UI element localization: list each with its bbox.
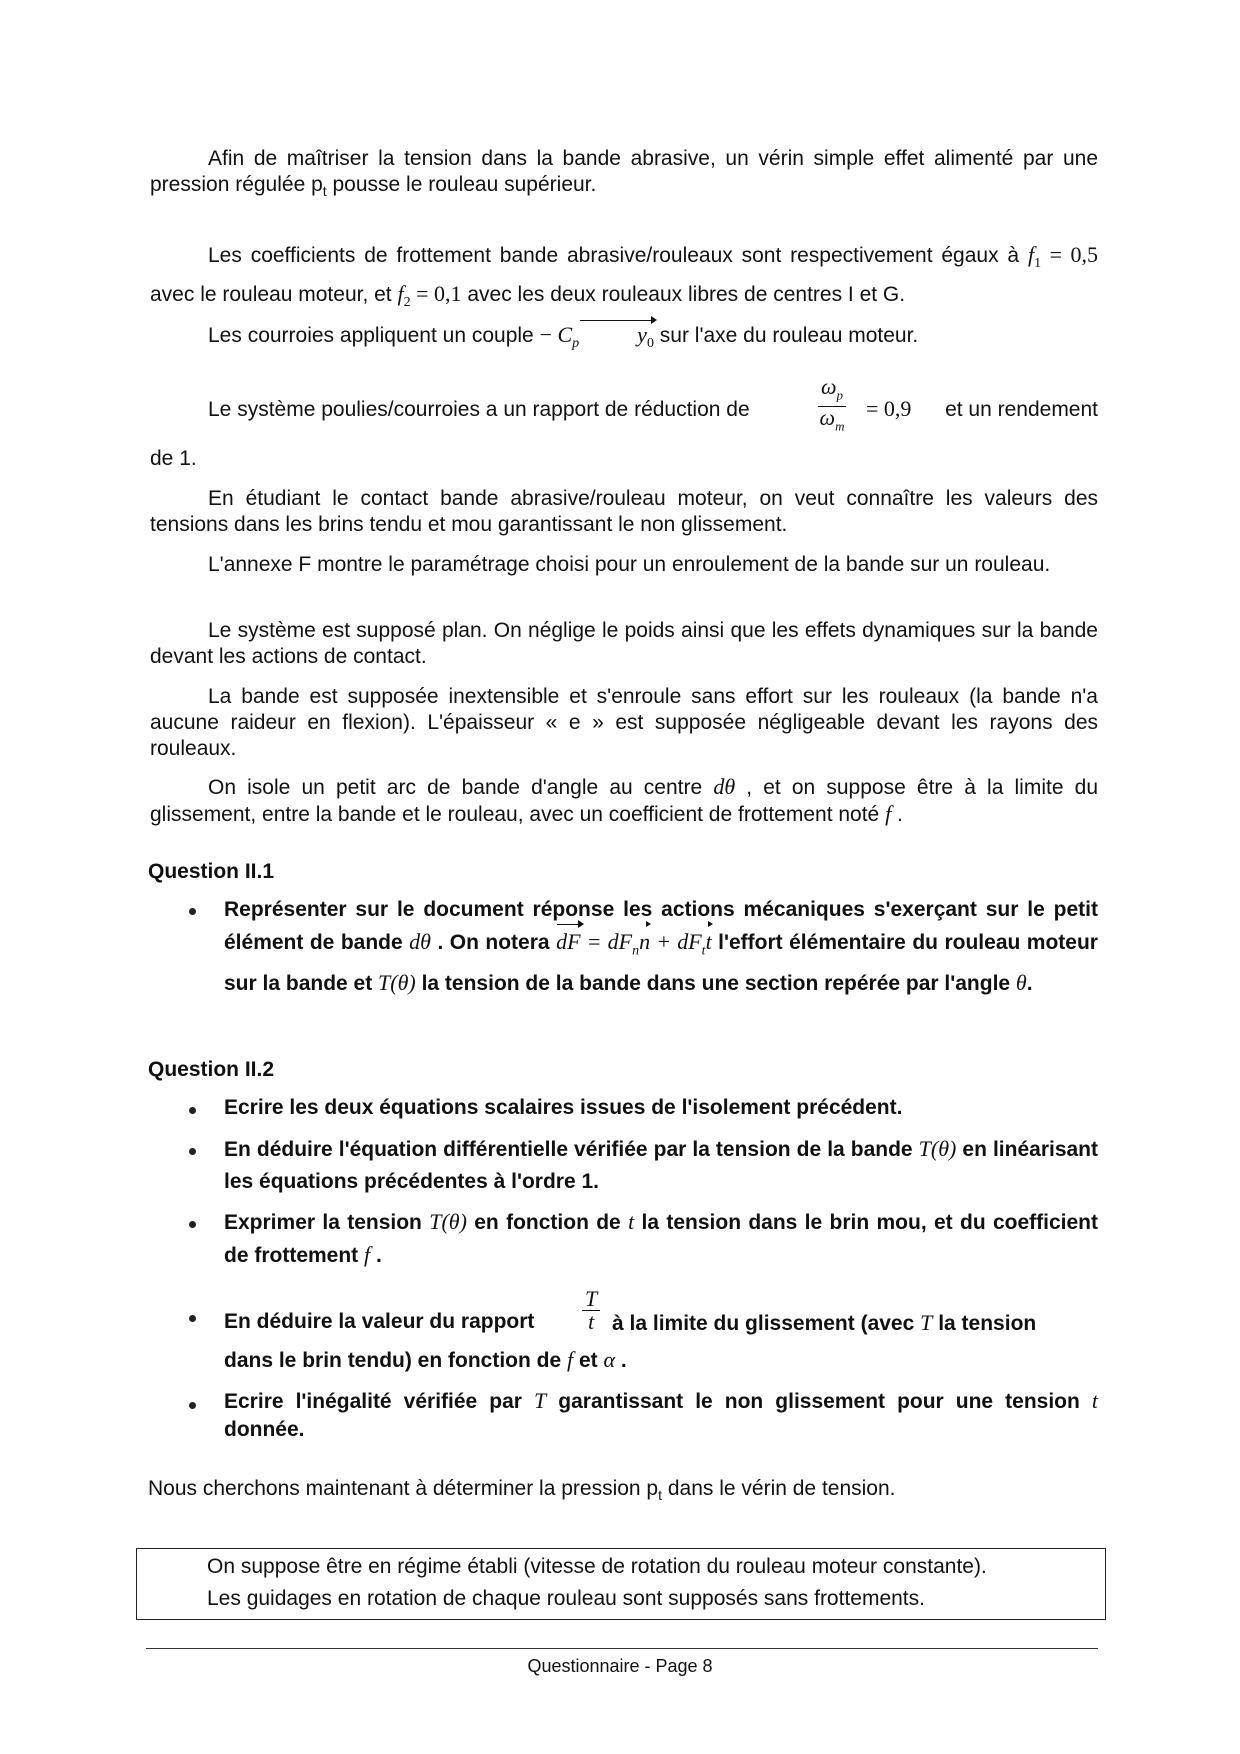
paragraph-inextensible: La bande est supposée inextensible et s'enroule sans effort sur les rouleaux (la bande n'a aucune raideur en flexion). L'épaisseur « e » est supposée négligeable devant les rayons des rouleaux. <box>150 685 1098 760</box>
bullet-icon <box>186 1104 200 1118</box>
math-t: t <box>1091 1388 1098 1413</box>
paragraph-reduction <box>150 376 1098 446</box>
subscript: p <box>572 336 580 352</box>
paragraph-annexe: L'annexe F montre le paramétrage choisi pour un enroulement de la bande sur un rouleau. <box>208 553 1051 576</box>
math-T: T <box>920 1310 933 1335</box>
math-value: = 0,9 <box>866 396 912 421</box>
math-value: = 0,5 <box>1041 242 1098 267</box>
math-theta: θ <box>1015 970 1027 996</box>
bullet-icon <box>186 905 200 919</box>
vector-t: t <box>706 926 712 958</box>
math-dtheta: dθ <box>713 774 736 799</box>
text-span: En déduire la valeur du rapport <box>224 1310 535 1333</box>
paragraph-couple <box>150 322 1098 357</box>
text-span: sur l'axe du rouleau moteur. <box>653 324 919 347</box>
question2-item-4-line1 <box>224 1288 1098 1348</box>
question2-item-4-line2 <box>224 1344 1098 1377</box>
math-part: = dF <box>580 929 633 954</box>
vector-n: n <box>639 926 650 958</box>
question2-item-1: Ecrire les deux équations scalaires issues de l'isolement précédent. <box>224 1096 903 1119</box>
math-y: y <box>637 322 647 347</box>
math-f2: f <box>397 281 404 307</box>
text-span: Les courroies appliquent un couple <box>208 324 540 347</box>
math-T: T <box>534 1388 547 1413</box>
fraction-T-over-t <box>582 1288 600 1333</box>
math-value: = 0,1 <box>410 281 462 307</box>
math-part: + dF <box>650 929 702 954</box>
text-span: la tension dans le brin mou, et du coefficient de frottement <box>224 1211 1099 1267</box>
bullet-icon <box>186 1218 200 1232</box>
text-span: pousse le rouleau supérieur. <box>326 173 597 196</box>
text-span: . <box>370 1244 382 1267</box>
text-span: En déduire l'équation différentielle vérifiée par la tension de la bande <box>224 1138 919 1161</box>
paragraph-pression <box>148 1476 1096 1508</box>
text-span <box>612 1310 1036 1336</box>
math-alpha: α <box>603 1347 616 1372</box>
text-span: en fonction de <box>466 1211 629 1234</box>
math-omega: ω <box>821 374 837 399</box>
paragraph-coefficients <box>150 240 1098 318</box>
subscript: 0 <box>646 336 654 352</box>
text-span: . <box>1026 972 1033 996</box>
fraction-numerator <box>818 376 846 407</box>
footer-divider <box>146 1648 1098 1649</box>
text-span: la tension de la bande dans une section repérée par l'angle <box>415 972 1016 996</box>
question2-item-3 <box>224 1206 1098 1272</box>
subscript: t <box>322 183 327 200</box>
fraction-numerator: T <box>582 1288 600 1311</box>
text-span: Afin de maîtriser la tension dans la bande abrasive, un vérin simple effet alimenté par une pression régulée p <box>150 147 1098 196</box>
math-T-theta: T(θ) <box>918 1136 957 1161</box>
text-span: et <box>573 1349 604 1372</box>
vector-dF: dF <box>556 926 580 958</box>
text-span: Représenter sur le document réponse les actions mécaniques s'exerçant sur le petit élément de bande <box>224 898 1098 954</box>
math-f: f <box>567 1347 574 1372</box>
question2-item-5 <box>224 1387 1098 1444</box>
text-span: garantissant le non glissement pour une tension <box>546 1390 1092 1413</box>
math-C: C <box>557 322 573 347</box>
text-span: . <box>891 803 903 826</box>
paragraph-isolement <box>150 774 1098 828</box>
math-T-theta: T(θ) <box>378 970 416 996</box>
paragraph-plan: Le système est supposé plan. On néglige le poids ainsi que les effets dynamiques sur la bande devant les actions de contact. <box>150 619 1098 668</box>
subscript: 1 <box>1034 256 1042 272</box>
vector-y0 <box>579 322 654 357</box>
question1-item <box>224 894 1098 1000</box>
hypothesis-line-2: Les guidages en rotation de chaque rouleau sont supposés sans frottements. <box>207 1587 925 1610</box>
math-f: f <box>364 1242 371 1267</box>
subscript: p <box>836 387 844 403</box>
text-span: la tension <box>932 1312 1037 1335</box>
math-dtheta: dθ <box>409 929 431 954</box>
text-span: dans le brin tendu) en fonction de <box>224 1349 568 1372</box>
text-span: avec le rouleau moteur, et <box>150 283 398 307</box>
text-span: Exprimer la tension <box>224 1211 430 1234</box>
question-title-2: Question II.2 <box>148 1058 275 1081</box>
text-span: Les coefficients de frottement bande abrasive/rouleaux sont respectivement égaux à <box>208 244 1020 267</box>
text-span: avec les deux rouleaux libres de centres I et G. <box>461 283 906 307</box>
text-span: donnée. <box>224 1418 305 1441</box>
text-span: . <box>615 1349 627 1372</box>
text-span: à la limite du glissement (avec <box>612 1312 921 1335</box>
text-span: l'effort élémentaire du rouleau moteur sur la bande et <box>224 931 1098 996</box>
math-T-theta: T(θ) <box>429 1209 467 1234</box>
question-title-1: Question II.1 <box>148 860 275 883</box>
hypothesis-line-1: On suppose être en régime établi (vitesse de rotation du rouleau moteur constante). <box>207 1555 987 1578</box>
text-span: , et on suppose être à la limite du glissement, entre la bande et le rouleau, avec un coefficient de frottement noté <box>150 776 1098 826</box>
subscript: n <box>632 943 640 959</box>
math-t: t <box>628 1209 635 1234</box>
question2-item-2 <box>224 1133 1098 1198</box>
paragraph-verin <box>150 146 1098 204</box>
subscript: 2 <box>403 295 411 311</box>
math-f1: f <box>1027 242 1035 267</box>
fraction-denominator <box>818 407 846 437</box>
text-span: . On notera <box>430 931 557 954</box>
text-span: Le système poulies/courroies a un rapport de réduction de <box>208 398 750 421</box>
page-footer: Questionnaire - Page 8 <box>527 1656 713 1676</box>
paragraph-rendement-end: de 1. <box>150 447 197 470</box>
subscript: t <box>701 943 706 959</box>
text-span: Ecrire l'inégalité vérifiée par <box>224 1390 534 1413</box>
bullet-icon <box>186 1399 200 1413</box>
text-span: On isole un petit arc de bande d'angle au centre <box>208 776 714 799</box>
math-dF-equation <box>556 929 712 959</box>
bullet-icon <box>186 1145 200 1159</box>
math-minus: − <box>539 322 558 347</box>
text-span: en linéarisant les équations précédentes à l'ordre 1. <box>224 1138 1098 1193</box>
text-span: et un rendement <box>945 398 1098 421</box>
paragraph-contact: En étudiant le contact bande abrasive/rouleau moteur, on veut connaître les valeurs des tensions dans les brins tendu et mou garantissant le non glissement. <box>150 487 1098 536</box>
fraction-denominator: t <box>588 1309 595 1334</box>
bullet-icon <box>186 1312 200 1326</box>
math-f: f <box>885 801 892 826</box>
text-span: Nous cherchons maintenant à déterminer la pression p <box>148 1477 659 1500</box>
subscript: t <box>658 1487 663 1504</box>
subscript: m <box>835 418 845 434</box>
hypothesis-box <box>136 1548 1106 1620</box>
math-omega: ω <box>819 405 836 431</box>
text-span: dans le vérin de tension. <box>662 1477 896 1500</box>
fraction-omega <box>818 376 846 438</box>
